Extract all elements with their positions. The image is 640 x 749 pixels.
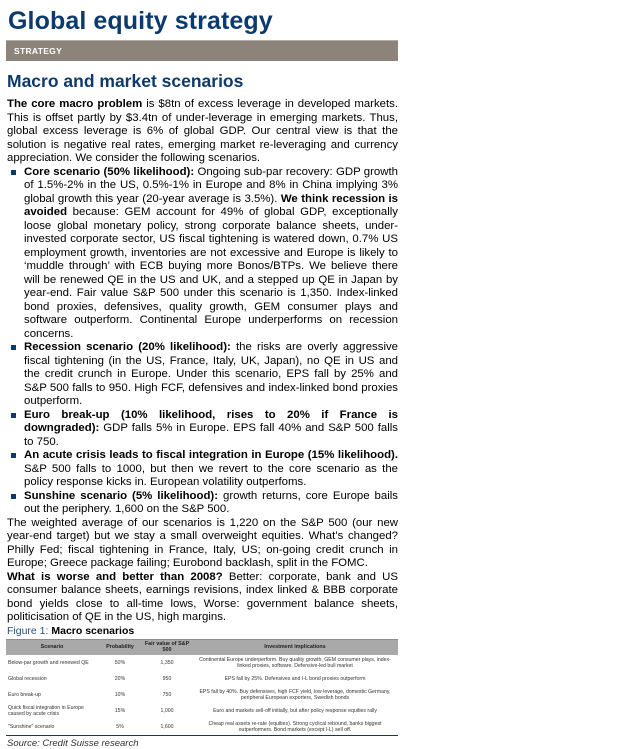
scenarios-table bbox=[6, 639, 398, 736]
bullet-square-icon bbox=[11, 413, 16, 418]
cell-implications: Cheap real assets re-rate (equities). Strong cyclical rebound, banks biggest outperformers. Bond markets (except I-L) sell off. bbox=[192, 719, 398, 736]
column-header-fair-value: Fair value of S&P 500 bbox=[142, 639, 192, 655]
scenario-text-2: because: GEM account for 49% of global GDP, exceptionally loose global monetary policy, strong corporate balance sheets, under-invested corporate sector, US fiscal tightening is watered down, 0.7% US employment growth, inventories are not excessive and Europe is likely to ‘muddle through’ with ECB buying more Bonos/BTPs. We believe there will be renewed QE in the US and UK, and a stepped up QE in Japan by year-end. Fair value S&P 500 under this scenario is 1,350. Index-linked bond proxies, defensives, quality growth, GEM consumer plays and software outperform. Continental Europe underperforms on recession concerns. bbox=[24, 206, 398, 340]
scenario-bold: Recession scenario (20% likelihood): bbox=[24, 341, 231, 353]
figure-source: Source: Credit Suisse research bbox=[7, 737, 139, 749]
document-page bbox=[6, 0, 398, 749]
scenario-item-sunshine bbox=[6, 490, 398, 517]
cell-fair-value: 950 bbox=[162, 675, 172, 682]
cell-probability: 15% bbox=[114, 707, 126, 714]
bullet-square-icon bbox=[11, 170, 16, 175]
cell-probability: 10% bbox=[114, 691, 126, 698]
cell-fair-value: 750 bbox=[162, 691, 172, 698]
table-row bbox=[6, 655, 398, 671]
cell-scenario: Euro break-up bbox=[8, 691, 41, 698]
scenario-item-acute-crisis bbox=[6, 449, 398, 490]
table-row bbox=[6, 687, 398, 703]
cell-implications: EPS fall by 40%. Buy defensives, high FCF yield, low leverage, domestic Germany, peripheral European exporters, Swedish bonds bbox=[199, 688, 391, 701]
scenario-list bbox=[6, 166, 398, 517]
table-header-row bbox=[6, 639, 398, 655]
column-header-scenario: Scenario bbox=[6, 639, 98, 655]
cell-fair-value: 1,600 bbox=[142, 719, 192, 736]
cell-implications: EPS fall by 25%. Defensives and I-L bond proxies outperform bbox=[224, 675, 366, 682]
intro-paragraph bbox=[7, 98, 398, 166]
cell-scenario: Global recession bbox=[8, 675, 47, 682]
table-row bbox=[6, 719, 398, 736]
document-title: Global equity strategy bbox=[8, 7, 273, 35]
cell-fair-value: 1,000 bbox=[160, 707, 174, 714]
scenario-bold-2: We think recession is avoided bbox=[24, 192, 399, 218]
scenario-item-recession bbox=[6, 341, 398, 409]
scenario-bold: Core scenario (50% likelihood): bbox=[24, 165, 195, 178]
cell-probability: 20% bbox=[114, 675, 126, 682]
scenario-item-core bbox=[6, 166, 398, 342]
figure-label: Figure 1: bbox=[7, 624, 52, 637]
cell-probability: 50% bbox=[114, 659, 126, 666]
scenario-text: growth returns, core Europe bails out the periphery. 1,600 on the S&P 500. bbox=[24, 489, 398, 515]
weighted-average-paragraph: The weighted average of our scenarios is 1,220 on the S&P 500 (our new year-end target) but we stay a small overweight equities. What’s changed? Philly Fed; fiscal tightening in France, Italy, US; on-going credit crunch in Europe; Greece package failing; Eurobond backlash, split in the FOMC. bbox=[7, 516, 398, 569]
intro-bold: The core macro problem bbox=[7, 98, 143, 110]
cell-scenario: Quick fiscal integration in Europe caused by acute crisis bbox=[8, 704, 84, 717]
scenario-bold: Euro break-up (10% likelihood, rises to 20% if France is downgraded): bbox=[24, 408, 398, 434]
bullet-square-icon bbox=[11, 453, 16, 458]
column-header-implications: Investment implications bbox=[192, 639, 398, 655]
cell-fair-value: 1,350 bbox=[160, 659, 174, 666]
column-header-probability: Probability bbox=[98, 639, 142, 655]
scenario-text: S&P 500 falls to 1000, but then we revert to the core scenario as the policy response kicks in. European volatility outperfoms. bbox=[24, 462, 398, 488]
cell-scenario: Below-par growth and renewed QE bbox=[8, 659, 89, 666]
figure-caption bbox=[7, 625, 398, 638]
scenario-item-euro-breakup bbox=[6, 409, 398, 450]
comparison-paragraph bbox=[7, 571, 398, 625]
cell-implications: Continental Europe underperform. Buy quality growth, GEM consumer plays, index-linked proxies, software. Defensive-led bull market bbox=[199, 656, 391, 669]
section-heading: Macro and market scenarios bbox=[7, 71, 244, 91]
figure-title: Macro scenarios bbox=[51, 624, 135, 637]
scenario-text: GDP falls 5% in Europe. EPS fall 40% and S&P 500 falls to 750. bbox=[24, 422, 398, 448]
bullet-square-icon bbox=[11, 494, 16, 499]
scenario-text: the risks are overly aggressive fiscal tightening (in the US, France, Italy, UK, Japan), no QE in US and the credit crunch in Europe. Under this scenario, EPS fall by 25% and S&P 500 falls to 950. High FCF, defensives and index-linked bond proxies outperform. bbox=[24, 341, 399, 407]
cell-probability: 5% bbox=[98, 719, 142, 736]
section-bar bbox=[6, 40, 398, 61]
scenario-text: Ongoing sub-par recovery: GDP growth of 1.5%-2% in the US, 0.5%-1% in Europe and 8% in China implying 3% global growth this year (20-year average is 3.5%). bbox=[24, 165, 398, 205]
cell-scenario: "Sunshine" scenario bbox=[6, 719, 98, 736]
scenario-bold: An acute crisis leads to fiscal integration in Europe (15% likelihood). bbox=[24, 449, 398, 461]
table-row bbox=[6, 703, 398, 719]
scenario-bold: Sunshine scenario (5% likelihood): bbox=[24, 489, 219, 502]
comparison-text: Better: corporate, bank and US consumer balance sheets, earnings revisions, index linked & BBB corporate bond yields close to all-time lows, Worse: government balance sheets, politicisation of QE in the US, high margins. bbox=[7, 570, 398, 623]
bullet-square-icon bbox=[11, 345, 16, 350]
section-label: STRATEGY bbox=[14, 46, 63, 56]
comparison-bold: What is worse and better than 2008? bbox=[7, 570, 223, 583]
table-row bbox=[6, 671, 398, 687]
cell-implications: Euro and markets sell-off initially, but after policy response equities rally bbox=[213, 707, 377, 714]
intro-text: is $8tn of excess leverage in developed markets. This is offset partly by $3.4tn of under-leverage in emerging markets. Thus, global excess leverage is 6% of global GDP. Our central view is that the solution is negative real rates, emerging market re-leveraging and currency appreciation. We consider the following scenarios. bbox=[7, 98, 398, 164]
